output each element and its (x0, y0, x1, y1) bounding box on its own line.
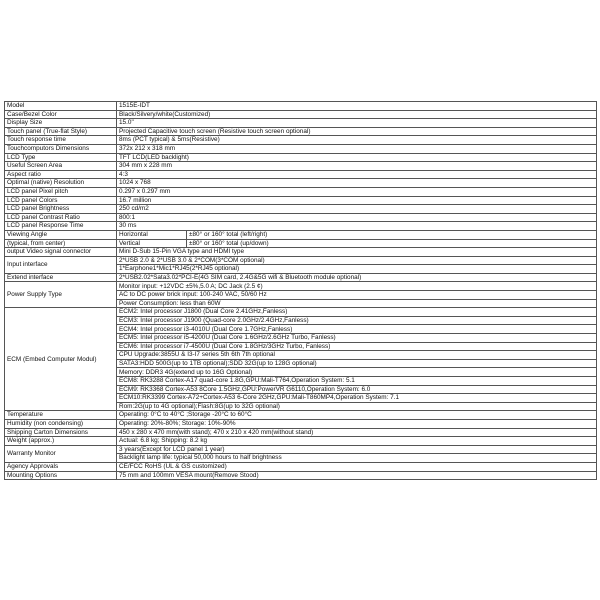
table-row (5, 119, 597, 128)
table-row (5, 179, 597, 188)
spec-value: Actual: 6.8 kg; Shipping: 8.2 kg (117, 437, 597, 446)
table-row (5, 222, 597, 231)
spec-value: 8ms (PCT typical) & 5ms(Resistive) (117, 136, 597, 145)
spec-value: ECM6: Intel processor i7-4500U (Dual Core 1.8GHz/3GHz Turbo, Fanless) (117, 342, 597, 351)
spec-value: ECM4: Intel processor i3-4010U (Dual Core 1.7GHz,Fanless) (117, 325, 597, 334)
spec-label: Model (5, 102, 117, 111)
spec-label: ECM (Embed Computer Modul) (5, 308, 117, 411)
spec-value: Black/Silvery/white(Customized) (117, 110, 597, 119)
spec-label: Warranty Monitor (5, 445, 117, 462)
spec-value: 15.0" (117, 119, 597, 128)
spec-sublabel: Vertical (117, 239, 187, 248)
table-row (5, 127, 597, 136)
spec-label: Case/Bezel Color (5, 110, 117, 119)
spec-value: CE/FCC RoHS (UL & GS customized) (117, 462, 597, 471)
table-row (5, 136, 597, 145)
spec-label: Extend interface (5, 273, 117, 282)
table-row (5, 411, 597, 420)
table-row (5, 273, 597, 282)
table-row (5, 153, 597, 162)
spec-value: Operating: 0°C to 40°C ;Storage -20°C to 60°C (117, 411, 597, 420)
spec-label: Humidity (non condensing) (5, 419, 117, 428)
spec-label: LCD panel Response Time (5, 222, 117, 231)
spec-value: 1515E-IDT (117, 102, 597, 111)
table-row (5, 230, 597, 239)
spec-value: 0.297 x 0.297 mm (117, 187, 597, 196)
spec-value: 3 years(Except for LCD panel 1 year) (117, 445, 597, 454)
spec-value: 450 x 280 x 470 mm(with stand); 470 x 210 x 420 mm(without stand) (117, 428, 597, 437)
spec-value: TFT LCD(LED backlight) (117, 153, 597, 162)
spec-value: Mini D-Sub 15-Pin VGA type and HDMI type (117, 248, 597, 257)
table-row (5, 419, 597, 428)
table-row (5, 196, 597, 205)
spec-value: AC to DC power brick input: 100-240 VAC, 50/60 Hz (117, 291, 597, 300)
table-row (5, 110, 597, 119)
spec-value: Projected Capacitive touch screen (Resistive touch screen optional) (117, 127, 597, 136)
spec-value: ±80° or 160° total (left/right) (187, 230, 597, 239)
spec-value: 4:3 (117, 170, 597, 179)
table-row (5, 144, 597, 153)
spec-sublabel: Horizontal (117, 230, 187, 239)
spec-value: ECM5: Intel processor i5-4200U (Dual Core 1.6GHz/2.6GHz Turbo, Fanless) (117, 334, 597, 343)
spec-table-body (5, 102, 597, 480)
spec-label: Touchcomputors Dimensions (5, 144, 117, 153)
spec-label: LCD panel Contrast Ratio (5, 213, 117, 222)
table-row (5, 248, 597, 257)
table-row (5, 256, 597, 265)
table-row (5, 213, 597, 222)
spec-label: Aspect ratio (5, 170, 117, 179)
table-row (5, 428, 597, 437)
spec-label: Agency Approvals (5, 462, 117, 471)
table-row (5, 205, 597, 214)
spec-label: Input interface (5, 256, 117, 273)
spec-label: Useful Screen Area (5, 162, 117, 171)
spec-label: LCD panel Brightness (5, 205, 117, 214)
spec-label: LCD panel Pixel pitch (5, 187, 117, 196)
spec-table (4, 101, 597, 480)
spec-value: ECM3: Intel processor J1900 (Quad-core 2.0GHz/2.4GHz,Fanless) (117, 316, 597, 325)
spec-label: Touch panel (True-flat Style) (5, 127, 117, 136)
table-row (5, 102, 597, 111)
spec-label: (typical, from center) (5, 239, 117, 248)
spec-value: 372x 212 x 318 mm (117, 144, 597, 153)
spec-value: 1*Earphone1*Mic1*RJ45(2*RJ45 optional) (117, 265, 597, 274)
table-row (5, 462, 597, 471)
table-row (5, 445, 597, 454)
spec-value: 2*USB 2.0 & 2*USB 3.0 & 2*COM(3*COM optional) (117, 256, 597, 265)
spec-value: Rom:2G(up to 4G optional);Flash:8G(up to 32G optional) (117, 402, 597, 411)
table-row (5, 239, 597, 248)
spec-label: Weight (approx.) (5, 437, 117, 446)
spec-label: Viewing Angle (5, 230, 117, 239)
table-row (5, 282, 597, 291)
spec-value: SATA3:HDD 500G(up to 1TB optional);SDD 32G(up to 128G optional) (117, 359, 597, 368)
spec-label: Optimal (native) Resolution (5, 179, 117, 188)
table-row (5, 170, 597, 179)
spec-label: Display Size (5, 119, 117, 128)
spec-value: Backlight lamp life: typical 50,000 hours to half brightness (117, 454, 597, 463)
spec-value: 2*USB2.02*Sata3.02*PCI-E(4G SIM card, 2.4G&5G wifi & Bluetooth module optional) (117, 273, 597, 282)
table-row (5, 308, 597, 317)
spec-value: Power Consumption: less than 60W (117, 299, 597, 308)
spec-value: 1024 x 768 (117, 179, 597, 188)
spec-value: ECM9: RK3368 Cortex-A53 8Core 1.5GHz,GPU:PowerVR G6110,Operation System: 6.0 (117, 385, 597, 394)
spec-value: 304 mm x 228 mm (117, 162, 597, 171)
spec-value: Memory: DDR3 4G(extend up to 16G Optional) (117, 368, 597, 377)
spec-value: 16.7 million (117, 196, 597, 205)
table-row (5, 162, 597, 171)
table-row (5, 471, 597, 480)
spec-label: Touch response time (5, 136, 117, 145)
spec-value: 75 mm and 100mm VESA mount(Remove Stood) (117, 471, 597, 480)
spec-label: output Video signal connector (5, 248, 117, 257)
spec-value: ECM2: Intel processor J1800 (Dual Core 2.41GHz,Fanless) (117, 308, 597, 317)
spec-label: LCD Type (5, 153, 117, 162)
spec-label: Temperature (5, 411, 117, 420)
spec-value: ±80° or 160° total (up/down) (187, 239, 597, 248)
spec-value: 30 ms (117, 222, 597, 231)
spec-value: Monitor input: +12VDC ±5%,5.0 A; DC Jack (2.5 ¢) (117, 282, 597, 291)
spec-value: Operating: 20%-80%; Storage: 10%-90% (117, 419, 597, 428)
spec-value: CPU Upgrade:3855U & I3-I7 series 5th 6th 7th optional (117, 351, 597, 360)
spec-label: Power Supply Type (5, 282, 117, 308)
spec-value: ECM8: RK3288 Cortex-A17 quad-core 1.8G,GPU:Mali-T764,Operation System: 5.1 (117, 377, 597, 386)
spec-label: Shipping Carton Dimensions (5, 428, 117, 437)
table-row (5, 437, 597, 446)
spec-label: Mounting Options (5, 471, 117, 480)
spec-value: 250 cd/m2 (117, 205, 597, 214)
spec-value: 800:1 (117, 213, 597, 222)
spec-label: LCD panel Colors (5, 196, 117, 205)
table-row (5, 187, 597, 196)
spec-value: ECM10:RK3399 Cortex-A72+Cortex-A53 6-Core 2GHz,GPU:Mali-T860MP4,Operation System: 7.1 (117, 394, 597, 403)
